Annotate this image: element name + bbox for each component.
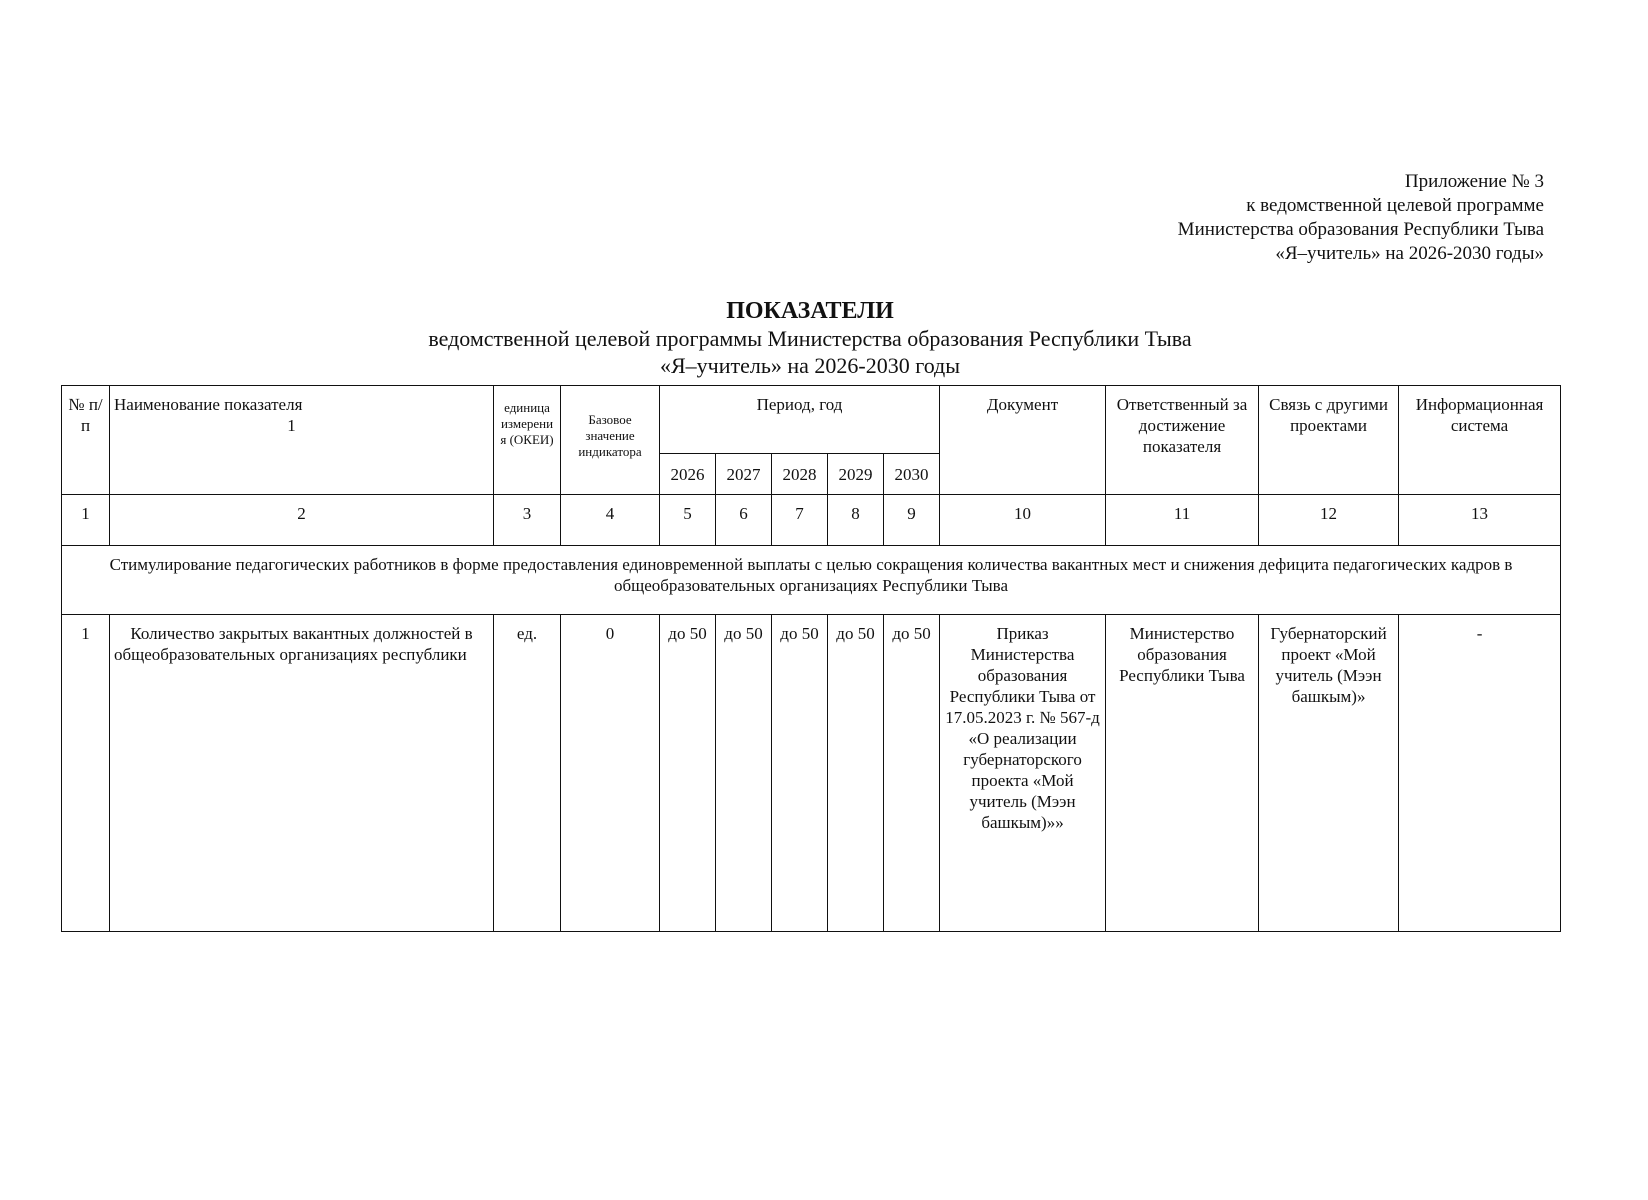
header-name-sub: 1 (287, 416, 296, 435)
table-row (62, 615, 1561, 932)
row-value-2027: до 50 (716, 615, 772, 932)
row-base: 0 (561, 615, 660, 932)
row-unit: ед. (494, 615, 561, 932)
header-responsible: Ответственный за достижение показателя (1106, 386, 1259, 495)
indicators-table (61, 385, 1561, 932)
annex-line-3: Министерства образования Республики Тыва (1177, 219, 1544, 240)
col-number: 11 (1106, 495, 1259, 546)
col-number: 4 (561, 495, 660, 546)
document-title: ПОКАЗАТЕЛИ (726, 298, 894, 324)
col-number: 7 (772, 495, 828, 546)
header-info: Информационная система (1399, 386, 1561, 495)
header-period: Период, год (660, 386, 940, 454)
annex-line-1: Приложение № 3 (1404, 171, 1544, 192)
document-subtitle-2: «Я–учитель» на 2026-2030 годы (659, 353, 961, 378)
section-title: Стимулирование педагогических работников в форме предоставления единовременной выплаты с целью сокращения количества вакантных мест и снижения дефицита педагогических кадров в общеобразовательных организациях Республики Тыва (62, 546, 1561, 615)
header-link: Связь с другими проектами (1259, 386, 1399, 495)
col-number: 3 (494, 495, 561, 546)
header-year-2026: 2026 (660, 454, 716, 495)
header-year-2027: 2027 (716, 454, 772, 495)
header-num: № п/п (62, 386, 110, 495)
col-number: 9 (884, 495, 940, 546)
annex-line-4: «Я–учитель» на 2026-2030 годы» (1275, 243, 1544, 264)
col-number: 5 (660, 495, 716, 546)
header-year-2029: 2029 (828, 454, 884, 495)
annex-line-2: к ведомственной целевой программе (1246, 195, 1544, 216)
col-number: 2 (110, 495, 494, 546)
col-number: 10 (940, 495, 1106, 546)
col-number: 1 (62, 495, 110, 546)
col-number: 13 (1399, 495, 1561, 546)
col-number: 8 (828, 495, 884, 546)
row-name: Количество закрытых вакантных должностей в общеобразовательных организациях республики (110, 615, 494, 932)
document-heading (0, 297, 1620, 379)
row-value-2030: до 50 (884, 615, 940, 932)
row-document: Приказ Министерства образования Республики Тыва от 17.05.2023 г. № 567-д «О реализации губернаторского проекта «Мой учитель (Мээн башкым)»» (940, 615, 1106, 932)
row-value-2028: до 50 (772, 615, 828, 932)
header-year-2030: 2030 (884, 454, 940, 495)
column-number-row (62, 495, 1561, 546)
header-year-2028: 2028 (772, 454, 828, 495)
col-number: 6 (716, 495, 772, 546)
col-number: 12 (1259, 495, 1399, 546)
row-value-2026: до 50 (660, 615, 716, 932)
section-row (62, 546, 1561, 615)
document-subtitle-1: ведомственной целевой программы Министерства образования Республики Тыва (428, 326, 1192, 351)
row-info: - (1399, 615, 1561, 932)
header-name: Наименование показателя 1 (110, 386, 494, 495)
row-value-2029: до 50 (828, 615, 884, 932)
row-responsible: Министерство образования Республики Тыва (1106, 615, 1259, 932)
row-num: 1 (62, 615, 110, 932)
header-document: Документ (940, 386, 1106, 495)
row-link: Губернаторский проект «Мой учитель (Мээн башкым)» (1259, 615, 1399, 932)
header-unit: единица измерения (ОКЕИ) (494, 386, 561, 495)
annex-block (1178, 170, 1544, 266)
header-base: Базовое значение индикатора (561, 386, 660, 495)
